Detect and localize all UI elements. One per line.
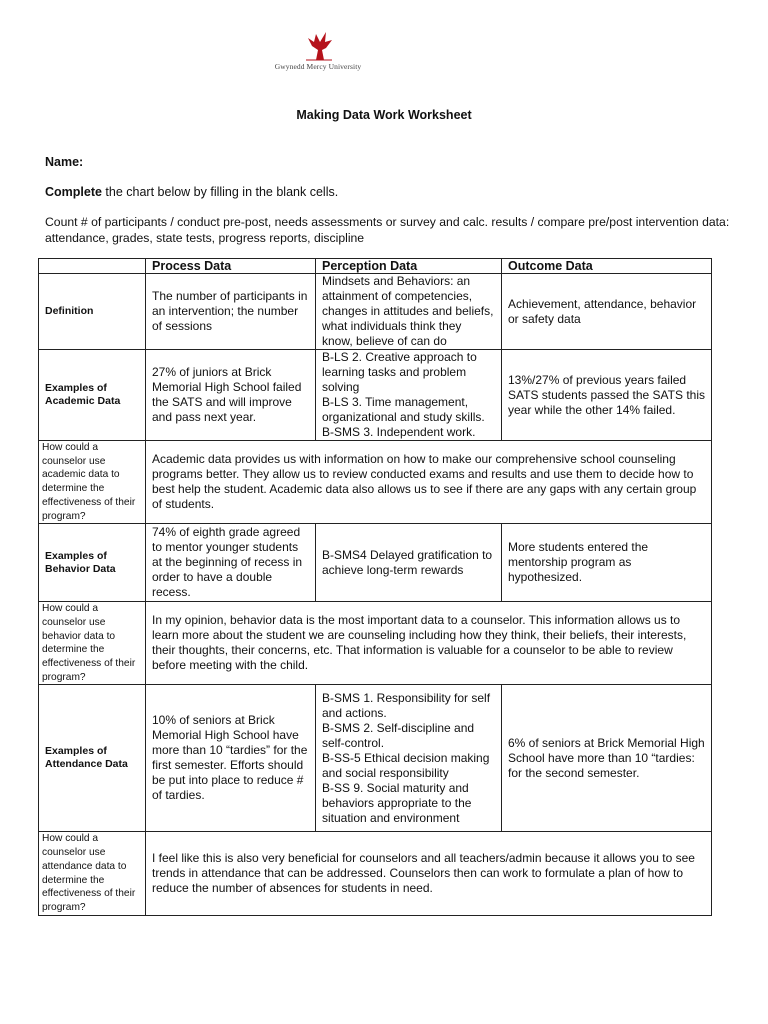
academic-question-label: How could a counselor use academic data to determine the effectiveness of their program? <box>39 441 146 524</box>
complete-instruction <box>45 185 338 199</box>
academic-row <box>39 350 712 441</box>
row-label-behavior: Examples of Behavior Data <box>39 524 146 602</box>
attendance-process: 10% of seniors at Brick Memorial High School have more than 10 “tardies” for the first semester. Efforts should be put into place to reduce # of tardies. <box>146 685 316 832</box>
complete-bold: Complete <box>45 185 102 199</box>
definition-outcome: Achievement, attendance, behavior or safety data <box>502 274 712 350</box>
university-name: Gwynedd Mercy University <box>274 62 362 71</box>
attendance-question-label: How could a counselor use attendance data to determine the effectiveness of their program? <box>39 832 146 915</box>
attendance-question-answer: I feel like this is also very beneficial for counselors and all teachers/admin because it allows you to see trends in attendance that can be addressed. Counselors then can work to formulate a plan of how to reduce the number of absences for students in need. <box>146 832 712 915</box>
data-table <box>38 258 712 916</box>
row-label-academic: Examples of Academic Data <box>39 350 146 441</box>
attendance-perception: B-SMS 1. Responsibility for self and actions. B-SMS 2. Self-discipline and self-control. B-SS-5 Ethical decision making and social responsibility B-SS 9. Social maturity and behaviors appropriate to the situation and environment <box>316 685 502 832</box>
page-title: Making Data Work Worksheet <box>296 108 472 122</box>
header-cell-empty <box>39 259 146 274</box>
attendance-outcome: 6% of seniors at Brick Memorial High School have more than 10 “tardies: for the second semester. <box>502 685 712 832</box>
header-process: Process Data <box>146 259 316 274</box>
count-instruction: Count # of participants / conduct pre-post, needs assessments or survey and calc. results / compare pre/post intervention data: attendance, grades, state tests, progress reports, discipline <box>45 215 730 245</box>
behavior-outcome: More students entered the mentorship program as hypothesized. <box>502 524 712 602</box>
definition-row <box>39 274 712 350</box>
behavior-question-row <box>39 602 712 685</box>
behavior-question-answer: In my opinion, behavior data is the most important data to a counselor. This information allows us to learn more about the student we are counseling including how they think, their beliefs, their interests, their thoughts, their concerns, etc. That information is valuable for a counselor to be able to review before meeting with the child. <box>146 602 712 685</box>
name-label: Name: <box>45 155 84 169</box>
complete-rest: the chart below by filling in the blank cells. <box>101 185 339 199</box>
attendance-question-row <box>39 832 712 915</box>
definition-perception: Mindsets and Behaviors: an attainment of competencies, changes in attitudes and beliefs, what individuals think they know, believe of can do <box>316 274 502 350</box>
academic-perception: B-LS 2. Creative approach to learning tasks and problem solving B-LS 3. Time management, organizational and study skills. B-SMS 3. Independent work. <box>316 350 502 441</box>
row-label-definition: Definition <box>39 274 146 350</box>
behavior-question-label: How could a counselor use behavior data to determine the effectiveness of their program? <box>39 602 146 685</box>
behavior-perception: B-SMS4 Delayed gratification to achieve long-term rewards <box>316 524 502 602</box>
university-logo <box>268 30 368 74</box>
griffin-logo-icon <box>298 30 338 62</box>
header-row <box>39 259 712 274</box>
academic-question-answer: Academic data provides us with information on how to make our comprehensive school counseling programs better. They allow us to review conducted exams and results and use them to decide how to best help the student. Academic data also allows us to see if there are any gaps with any certain group of students. <box>146 441 712 524</box>
header-perception: Perception Data <box>316 259 502 274</box>
attendance-row <box>39 685 712 832</box>
academic-outcome: 13%/27% of previous years failed SATS students passed the SATS this year while the other 14% failed. <box>502 350 712 441</box>
definition-process: The number of participants in an intervention; the number of sessions <box>146 274 316 350</box>
behavior-process: 74% of eighth grade agreed to mentor younger students at the beginning of recess in order to have a double recess. <box>146 524 316 602</box>
behavior-row <box>39 524 712 602</box>
academic-question-row <box>39 441 712 524</box>
row-label-attendance: Examples of Attendance Data <box>39 685 146 832</box>
header-outcome: Outcome Data <box>502 259 712 274</box>
academic-process: 27% of juniors at Brick Memorial High School failed the SATS and will improve and pass next year. <box>146 350 316 441</box>
